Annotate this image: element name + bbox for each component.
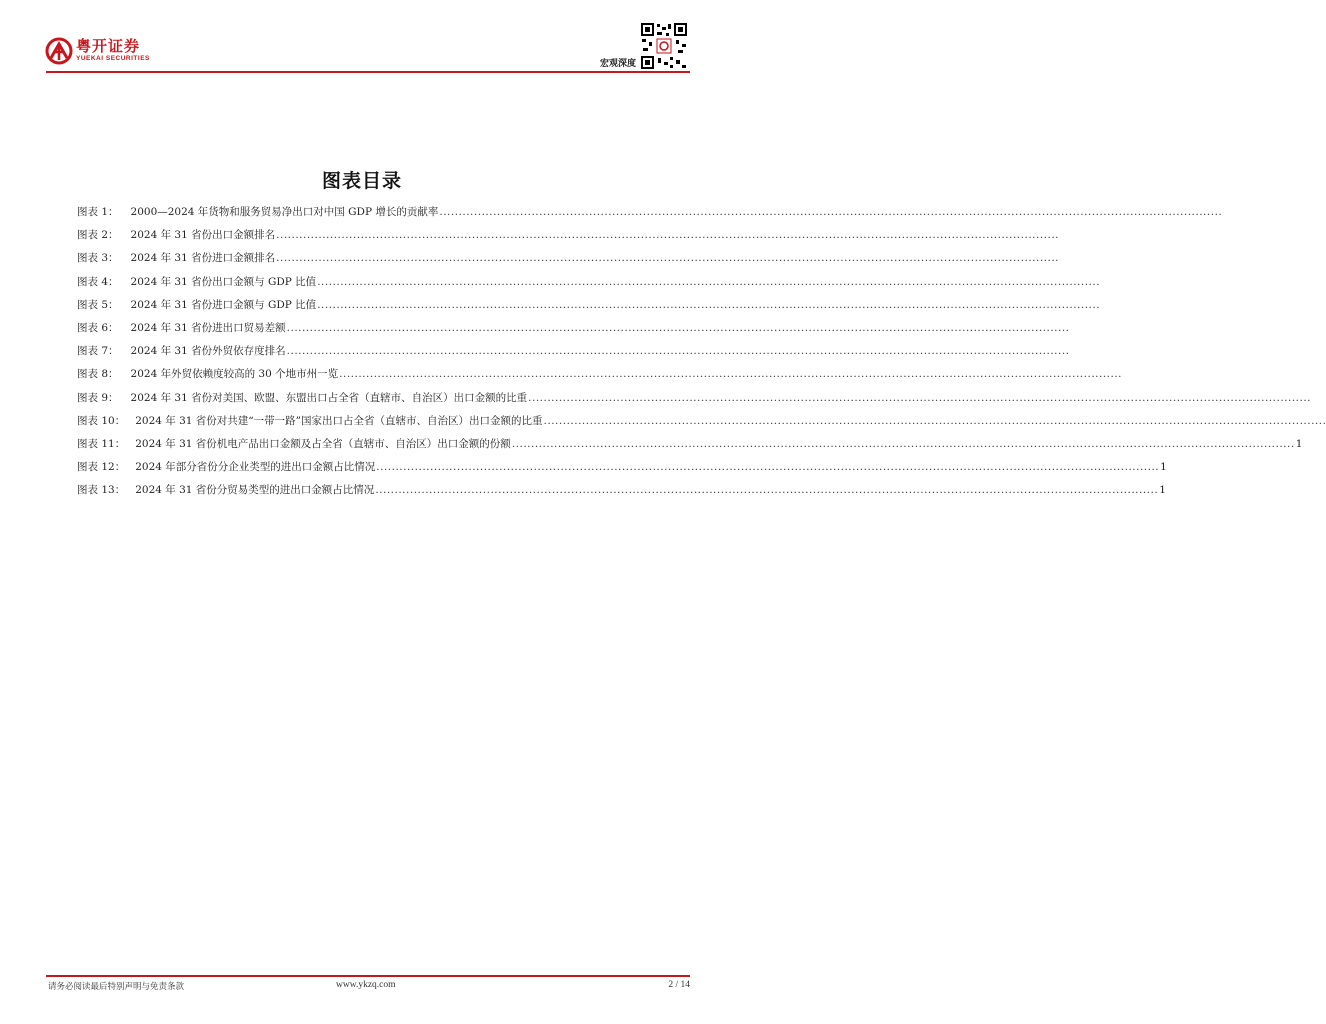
figure-title: 2024 年 31 省份进口金额排名 [130,252,276,265]
figure-number: 图表 11： [77,437,126,450]
figure-title: 2024 年 31 省份对共建“一带一路”国家出口占全省（直辖市、自治区）出口金额的比重 [135,414,543,427]
leader-dots: ............................................................................................................................................................................................................ [528,391,1312,404]
qr-code-icon [640,22,688,70]
figure-title: 2024 年 31 省份外贸依存度排名 [130,345,286,358]
toc-entry[interactable] [77,459,1167,482]
figure-number: 图表 9： [77,391,119,404]
page-footer [46,980,690,994]
toc-entry[interactable] [77,274,1101,297]
figure-title: 2024 年 31 省份出口金额排名 [130,229,276,242]
page-number: 2 / 14 [668,980,690,990]
logo-english-name: YUEKAI SECURITIES [76,55,150,63]
leader-dots: ............................................................................................................................................................................................................ [276,252,1060,265]
leader-dots: ............................................................................................................................................................................................................ [276,229,1060,242]
figure-number: 图表 1： [77,206,119,218]
toc-entry[interactable] [77,482,1166,505]
company-logo [46,38,150,64]
yuekai-logo-icon [46,38,72,64]
toc-entry[interactable] [77,297,1101,320]
figure-title: 2024 年 31 省份进出口贸易差额 [130,321,286,334]
toc-entry[interactable] [77,343,1070,366]
leader-dots: ............................................................................................................................................................................................................ [317,298,1101,311]
page-header [0,0,724,80]
toc-entry[interactable] [77,413,1326,436]
figure-title: 2024 年部分省份分企业类型的进出口金额占比情况 [135,461,376,474]
figure-number: 图表 10： [77,414,126,427]
figure-number: 图表 7： [77,345,119,358]
leader-dots: ............................................................................................................................................................................................................ [511,437,1295,450]
footer-divider [46,975,690,977]
leader-dots: ............................................................................................................................................................................................................ [439,206,1223,218]
figure-title: 2024 年 31 省份对美国、欧盟、东盟出口占全省（直辖市、自治区）出口金额的比重 [130,391,528,404]
leader-dots: ............................................................................................................................................................................................................ [376,461,1160,474]
toc-entry[interactable] [77,436,1303,459]
figure-number: 图表 3： [77,252,119,265]
figure-title: 2024 年外贸依赖度较高的 30 个地市州一览 [130,368,339,381]
leader-dots: ............................................................................................................................................................................................................ [286,321,1070,334]
figure-number: 图表 4： [77,275,119,288]
figure-title: 2024 年 31 省份出口金额与 GDP 比值 [130,275,317,288]
leader-dots: ............................................................................................................................................................................................................ [375,484,1159,497]
leader-dots: ............................................................................................................................................................................................................ [543,414,1326,427]
leader-dots: ............................................................................................................................................................................................................ [339,368,1123,381]
toc-entry[interactable] [77,366,1123,389]
figure-number: 图表 12： [77,461,126,474]
website-link[interactable]: www.ykzq.com [336,980,396,990]
figure-number: 图表 13： [77,484,126,497]
figure-number: 图表 8： [77,368,119,381]
header-divider [46,71,690,73]
figure-title: 2024 年 31 省份进口金额与 GDP 比值 [130,298,317,311]
report-type-label: 宏观深度 [599,59,636,69]
toc-entry[interactable] [77,250,1060,273]
toc-entry[interactable] [77,390,1312,413]
logo-chinese-name: 粤开证券 [76,37,141,56]
disclaimer-text: 请务必阅读最后特别声明与免责条款 [48,982,185,992]
toc-entry[interactable] [77,320,1070,343]
page-ref: 1 [1160,461,1167,474]
toc-entry[interactable] [77,204,1223,227]
figure-index-list [77,204,1326,505]
page-ref: 1 [1295,437,1303,450]
figure-title: 2000—2024 年货物和服务贸易净出口对中国 GDP 增长的贡献率 [130,206,439,218]
figure-number: 图表 6： [77,321,119,334]
figure-title: 2024 年 31 省份机电产品出口金额及占全省（直辖市、自治区）出口金额的份额 [135,437,511,450]
figure-number: 图表 5： [77,298,119,311]
figure-title: 2024 年 31 省份分贸易类型的进出口金额占比情况 [135,484,375,497]
toc-entry[interactable] [77,227,1060,250]
leader-dots: ............................................................................................................................................................................................................ [317,275,1101,288]
toc-title: 图表目录 [321,170,402,192]
leader-dots: ............................................................................................................................................................................................................ [286,345,1070,358]
figure-number: 图表 2： [77,229,119,242]
page-ref: 1 [1159,484,1166,497]
